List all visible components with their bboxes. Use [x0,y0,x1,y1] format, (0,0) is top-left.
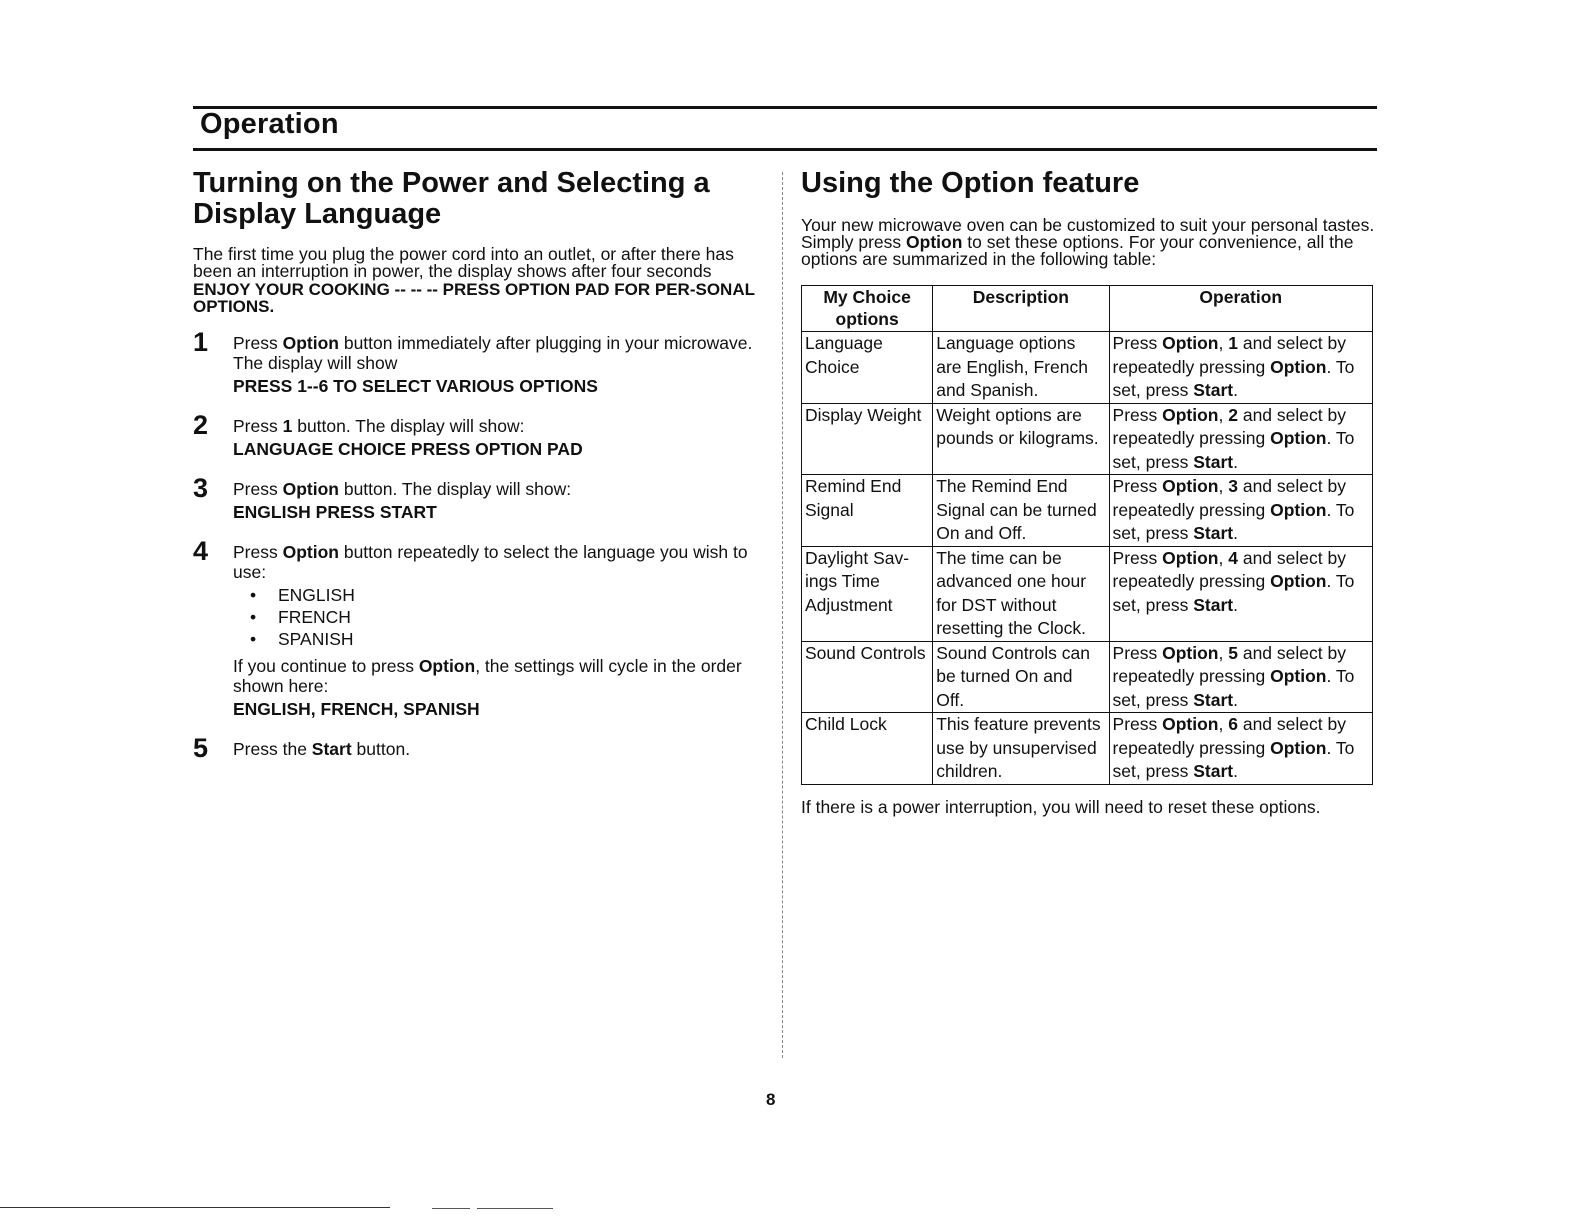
display-readout-text: ENGLISH PRESS START [233,502,437,522]
choice-cell [802,546,933,641]
text-run: set, press [1112,761,1194,781]
cell-line [1113,475,1369,499]
emphasis-text: Option [1162,404,1219,425]
emphasis-text: Start [1193,451,1234,472]
cell-line [1113,642,1369,666]
text-run: button. The display will show: [338,479,572,499]
text-run: repeatedly pressing [1112,737,1271,758]
emphasis-text: Option [282,479,339,499]
step-instruction [233,333,763,373]
table-row [802,332,1373,404]
emphasis-text: Option [1162,714,1219,734]
cell-line [1113,499,1369,523]
table-row [802,475,1373,547]
text-run: . [1233,594,1238,615]
emphasis-text: Start [1193,523,1234,543]
cell-line [1113,547,1369,571]
cell-line: be turned On and [936,666,1073,686]
description-cell [933,641,1109,713]
emphasis-text: 2 [1228,404,1238,425]
description-cell [933,546,1109,641]
cell-line: use by unsupervised [936,737,1097,758]
emphasis-text: Start [1193,594,1234,615]
text-run: , [1218,714,1229,734]
cell-line: On and Off. [936,523,1027,543]
language-list [233,584,763,650]
cell-line: children. [936,761,1003,781]
emphasis-text: Option [282,333,339,353]
scan-mark [477,1208,553,1209]
cell-line: The time can be [936,547,1062,568]
step-number: 3 [193,473,209,503]
emphasis-text: Option [1162,642,1219,663]
text-run: set, press [1112,689,1194,710]
cell-line: Child Lock [805,714,887,734]
text-run: . To [1326,737,1355,758]
cell-line: and Spanish. [936,380,1039,400]
text-run: Press [233,479,283,499]
emphasis-text: 6 [1228,714,1238,734]
power-interruption-note: If there is a power interruption, you will need to reset these options. [801,796,1321,817]
emphasis-text: 1 [282,416,293,436]
text-run: . [1233,761,1238,781]
emphasis-text: Option [1270,356,1327,377]
emphasis-text: Option [1270,428,1327,448]
step-item [193,473,763,522]
text-run: and select by [1237,642,1346,663]
emphasis-text: Start [311,739,352,759]
text-run: . To [1326,666,1355,686]
description-cell [933,713,1109,785]
cell-line [1113,379,1369,403]
choice-cell [802,713,933,785]
text-run: repeatedly pressing [1112,499,1271,520]
text-run: . To [1326,499,1355,520]
step-item [193,733,763,763]
step-instruction [233,542,763,582]
emphasis-text: Option [1162,333,1219,353]
option-intro-text [801,217,1381,268]
cell-line: Sound Controls [805,642,926,663]
scan-edge-line [0,1207,390,1208]
cell-line: This feature prevents [936,714,1101,734]
table-row [802,403,1373,475]
display-readout-text: PRESS 1--6 TO SELECT VARIOUS OPTIONS [233,376,598,396]
text-run: and select by [1237,714,1346,734]
cell-line: Signal [805,499,854,520]
text-run: and select by [1237,333,1346,353]
operation-cell [1109,332,1372,404]
text-run: Press [233,542,283,562]
cell-line: resetting the Clock. [936,618,1087,638]
option-feature-heading: Using the Option feature [801,167,1140,199]
description-cell [933,475,1109,547]
text-run: button. [351,739,411,759]
cell-line: pounds or kilograms. [936,428,1099,448]
cell-line: Remind End [805,476,902,496]
emphasis-text: Start [1193,689,1234,710]
cell-line [1113,665,1369,689]
text-run: and select by [1237,476,1346,496]
cell-line: Off. [936,689,965,710]
text-run: set, press [1112,380,1194,400]
cell-line: ings Time [805,571,880,591]
choice-cell [802,403,933,475]
text-run: , [1218,642,1229,663]
page-section-title: Operation [200,108,339,140]
cell-line: Language options [936,333,1076,353]
text-run: , [1218,333,1229,353]
cell-line [1113,594,1369,618]
text-run: . [1233,380,1238,400]
text-run: and select by [1237,404,1346,425]
right-column [801,168,1381,817]
left-column [193,168,763,779]
emphasis-text: Start [1193,380,1234,400]
cell-line: for DST without [936,594,1057,615]
cell-line [1113,737,1369,761]
text-run: If you continue to press [233,656,419,676]
table-row [802,713,1373,785]
cell-line: are English, French [936,356,1088,377]
cell-line: Language [805,333,883,353]
cell-line: Sound Controls can [936,642,1090,663]
header-bottom-rule [193,148,1377,151]
text-run: Press [1112,333,1163,353]
cell-line [1113,404,1369,428]
step-item [193,327,763,396]
operation-cell [1109,546,1372,641]
text-run: . To [1326,356,1355,377]
operation-cell [1109,641,1372,713]
cell-line: advanced one hour [936,571,1087,591]
emphasis-text: Option [1270,499,1327,520]
scan-mark [432,1208,470,1209]
text-run: set, press [1112,594,1194,615]
description-cell [933,332,1109,404]
power-language-heading: Turning on the Power and Selecting a Display Language [193,167,710,230]
cell-line: Weight options are [936,404,1082,425]
step-instruction [233,739,763,759]
text-run: repeatedly pressing [1112,666,1271,686]
step-note [233,656,763,696]
text-run: button. The display will show: [292,416,525,436]
text-run: Press [1112,404,1163,425]
emphasis-text: Option [1162,476,1219,496]
language-list-item: • ENGLISH [250,584,763,606]
text-run: set, press [1112,523,1194,543]
text-run: . [1233,689,1238,710]
emphasis-text: 3 [1228,476,1238,496]
text-run: Press [1112,476,1163,496]
options-table [801,285,1373,785]
description-cell [933,403,1109,475]
cell-line: Daylight Sav- [805,547,910,568]
step-instruction [233,479,763,499]
text-run: . [1233,523,1238,543]
text-run: , the settings will cycle in the order shown here: [233,656,742,696]
cell-line [1113,451,1369,475]
emphasis-text: Option [906,232,963,252]
emphasis-text: Start [1193,761,1234,781]
choice-cell [802,475,933,547]
step-instruction [233,416,763,436]
text-run: button immediately after plugging in your microwave. The display will show [233,333,753,373]
text-run: repeatedly pressing [1112,356,1271,377]
cell-line [1113,570,1369,594]
table-header-row [802,286,1373,332]
text-run: repeatedly pressing [1112,571,1271,591]
cell-line [1113,427,1369,451]
language-list-item: • FRENCH [250,606,763,628]
power-intro-display-text: ENJOY YOUR COOKING -- -- -- PRESS OPTION PAD FOR PER-SONAL OPTIONS. [193,280,755,316]
emphasis-text: 4 [1228,547,1238,568]
steps-list [193,327,763,763]
cell-line [1113,760,1369,784]
text-run: repeatedly pressing [1112,428,1271,448]
table-row [802,641,1373,713]
step-number: 5 [193,733,209,763]
text-run: and select by [1237,547,1346,568]
cell-line [1113,689,1369,713]
text-run: , [1218,404,1229,425]
choice-cell [802,641,933,713]
emphasis-text: 1 [1228,333,1238,353]
header-top-rule [193,106,1377,109]
cell-line [1113,332,1369,356]
text-run: Your new microwave oven can be customized to suit your personal tastes. Simply press [801,215,1375,252]
text-run: Press [1112,642,1163,663]
emphasis-text: Option [1270,571,1327,591]
step-number: 2 [193,410,209,440]
emphasis-text: Option [1270,737,1327,758]
cell-line [1113,522,1369,546]
text-run: Press [233,416,283,436]
text-run: , [1218,547,1229,568]
language-list-item: • SPANISH [250,628,763,650]
operation-cell [1109,713,1372,785]
text-run: set, press [1112,451,1194,472]
column-divider [782,172,783,1058]
cell-line [1113,713,1369,737]
operation-cell [1109,475,1372,547]
cell-line: The Remind End [936,476,1068,496]
step-number: 4 [193,536,209,566]
text-run: . [1233,451,1238,472]
page-number: 8 [766,1090,776,1109]
text-run: , [1218,476,1229,496]
column-header-description: Description [933,286,1109,332]
cell-line: Choice [805,356,860,377]
step-number: 1 [193,327,209,357]
emphasis-text: Option [1270,666,1327,686]
display-readout-text: ENGLISH, FRENCH, SPANISH [233,699,480,719]
text-run: button repeatedly to select the language you wish to use: [233,542,748,582]
text-run: Press [233,333,283,353]
step-item [193,410,763,459]
emphasis-text: Option [1162,547,1219,568]
column-header-choice: My Choice options [802,286,933,332]
cell-line: Display Weight [805,404,922,425]
text-run: Press the [233,739,312,759]
text-run: to set these options. For your convenience, all the options are summarized in the following table: [801,232,1354,269]
cell-line: Adjustment [805,594,893,615]
emphasis-text: 5 [1228,642,1238,663]
emphasis-text: Option [418,656,476,676]
column-header-operation: Operation [1109,286,1372,332]
text-run: Press [1112,714,1163,734]
text-run: . To [1326,571,1355,591]
table-row [802,546,1373,641]
display-readout-text: LANGUAGE CHOICE PRESS OPTION PAD [233,439,583,459]
cell-line: Signal can be turned [936,499,1097,520]
choice-cell [802,332,933,404]
text-run: Press [1112,547,1163,568]
step-item [193,536,763,719]
operation-cell [1109,403,1372,475]
text-run: . To [1326,428,1355,448]
cell-line [1113,356,1369,380]
power-intro-text: The first time you plug the power cord into an outlet, or after there has been an interruption in power, the display shows after four seconds [193,244,734,281]
emphasis-text: Option [282,542,339,562]
